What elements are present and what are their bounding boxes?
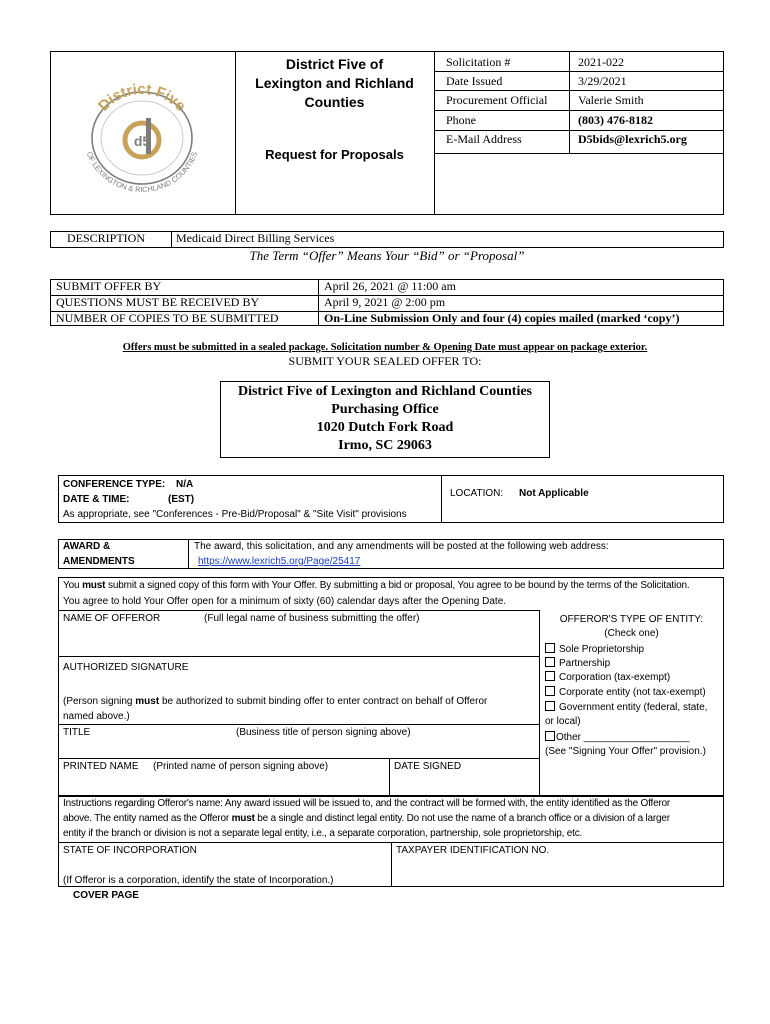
submit-to-heading: SUBMIT YOUR SEALED OFFER TO: <box>288 354 482 368</box>
printed-date-divider <box>389 758 390 796</box>
info-row-line <box>434 110 724 111</box>
info-label-solicitation: Solicitation # <box>446 55 511 69</box>
submit-offer-by-value: April 26, 2021 @ 11:00 am <box>324 279 456 293</box>
info-value-phone: (803) 476-8182 <box>578 113 653 127</box>
entity-option-sole-proprietorship[interactable] <box>545 643 644 656</box>
taxpayer-id-field[interactable] <box>396 859 718 883</box>
authorized-signature-field[interactable] <box>63 676 533 692</box>
info-label-email: E-Mail Address <box>446 132 522 146</box>
org-title-line1: District Five of <box>285 56 384 72</box>
offer-line-printed <box>58 758 539 759</box>
info-row-line <box>434 90 724 91</box>
info-value-solicitation: 2021-022 <box>578 55 624 69</box>
offer-line-sig <box>58 656 539 657</box>
info-label-procurement-official: Procurement Official <box>446 93 548 107</box>
info-value-procurement-official: Valerie Smith <box>578 93 644 107</box>
entity-option-corporation-tax-exempt[interactable] <box>545 671 670 684</box>
offeror-name-note: (Full legal name of business submitting the offer) <box>204 613 420 624</box>
info-value-date-issued: 3/29/2021 <box>578 74 627 88</box>
checkbox-icon[interactable] <box>545 701 555 711</box>
description-box <box>50 231 724 248</box>
offer-intro-line2: You agree to hold Your Offer open for a minimum of sixty (60) calendar days after the Opening Date. <box>63 596 507 607</box>
address-line3: 1020 Dutch Fork Road <box>316 420 454 435</box>
date-signed-label: DATE SIGNED <box>394 761 462 772</box>
conference-type-value: N/A <box>176 479 194 490</box>
entity-option-government[interactable] <box>545 701 707 714</box>
title-note: (Business title of person signing above) <box>236 727 411 738</box>
auth-note-pre: (Person signing <box>63 696 136 707</box>
logo-top-text: District Five <box>95 80 190 115</box>
award-text: The award, this solicitation, and any amendments will be posted at the following web address: <box>194 541 609 552</box>
entity-option-label: Corporation (tax-exempt) <box>559 672 671 683</box>
offer-intro-must: must <box>82 580 106 591</box>
submit-offer-by-label: SUBMIT OFFER BY <box>56 279 162 293</box>
header-divider-2 <box>434 51 435 215</box>
printed-name-label: PRINTED NAME <box>63 761 139 772</box>
authorized-signature-note <box>63 696 487 708</box>
offer-intro-post: submit a signed copy of this form with Your Offer. By submitting a bid or proposal, You agree to be bound by the terms of the Solicitation. <box>105 580 690 591</box>
state-of-incorporation-note: (If Offeror is a corporation, identify the state of Incorporation.) <box>63 875 334 886</box>
instructions-line2-must: must <box>231 813 255 824</box>
entity-title: OFFEROR'S TYPE OF ENTITY: <box>559 614 704 625</box>
instructions-line2-post: be a single and distinct legal entity. Do not use the name of a branch office or a division of a larger <box>254 813 670 824</box>
location-label: LOCATION: <box>450 488 504 499</box>
entity-subtitle: (Check one) <box>604 628 659 639</box>
cover-page-label: COVER PAGE <box>73 890 139 901</box>
conference-divider <box>441 475 442 523</box>
award-link[interactable]: https://www.lexrich5.org/Page/25417 <box>198 556 361 567</box>
authorized-signature-note-line2: named above.) <box>63 711 130 722</box>
checkbox-icon[interactable] <box>545 686 555 696</box>
conference-datetime-value: (EST) <box>168 494 195 505</box>
checkbox-icon[interactable] <box>545 657 555 667</box>
questions-deadline-label: QUESTIONS MUST BE RECEIVED BY <box>56 295 260 309</box>
instructions-line2 <box>63 813 670 825</box>
entity-option-label: Other ___________________ <box>556 732 690 743</box>
entity-option-government-cont: or local) <box>545 716 581 727</box>
org-title-line3: Counties <box>304 94 365 110</box>
instructions-line2-pre: above. The entity named as the Offeror <box>63 813 232 824</box>
conference-type-label: CONFERENCE TYPE: <box>63 479 166 490</box>
info-row-line <box>434 130 724 131</box>
offer-line-title <box>58 724 539 725</box>
rfp-title: Request for Proposals <box>265 147 404 162</box>
authorized-signature-label: AUTHORIZED SIGNATURE <box>63 662 189 673</box>
checkbox-icon[interactable] <box>545 731 555 741</box>
instructions-line1: Instructions regarding Offeror's name: Any award issued will be issued to, and the contract will be formed with, the entity identified as the Offeror <box>63 798 671 809</box>
org-title-line2: Lexington and Richland <box>255 75 414 91</box>
award-label-line1: AWARD & <box>63 541 111 552</box>
title-field[interactable] <box>63 741 533 756</box>
checkbox-icon[interactable] <box>545 671 555 681</box>
info-label-phone: Phone <box>446 113 476 127</box>
entity-option-corporate-not-exempt[interactable] <box>545 686 706 699</box>
conference-datetime-label: DATE & TIME: <box>63 494 130 505</box>
questions-deadline-value: April 9, 2021 @ 2:00 pm <box>324 295 446 309</box>
address-line4: Irmo, SC 29063 <box>338 438 432 453</box>
state-of-incorporation-label: STATE OF INCORPORATION <box>63 845 197 856</box>
logo-bottom-text: OF LEXINGTON & RICHLAND COUNTIES <box>84 150 200 195</box>
conference-note: As appropriate, see "Conferences - Pre-Bid/Proposal" & "Site Visit" provisions <box>63 509 407 520</box>
info-row-line <box>434 71 724 72</box>
entity-option-label: Government entity (federal, state, <box>559 702 708 713</box>
copies-value: On-Line Submission Only and four (4) copies mailed (marked ‘copy’) <box>324 311 680 325</box>
description-label: DESCRIPTION <box>67 231 146 245</box>
submit-table-divider <box>318 279 319 326</box>
state-tax-divider <box>391 842 392 887</box>
checkbox-icon[interactable] <box>545 643 555 653</box>
info-value-email[interactable]: D5bids@lexrich5.org <box>578 132 687 146</box>
auth-note-must: must <box>135 696 160 707</box>
auth-note-post: be authorized to submit binding offer to enter contract on behalf of Offeror <box>159 696 488 707</box>
offer-intro-pre: You <box>63 580 83 591</box>
offeror-name-field[interactable] <box>63 628 533 654</box>
entity-option-partnership[interactable] <box>545 657 610 670</box>
entity-note: (See "Signing Your Offer" provision.) <box>545 746 706 757</box>
header-divider-3 <box>569 51 570 153</box>
title-label: TITLE <box>63 727 91 738</box>
offeror-name-label: NAME OF OFFEROR <box>63 613 161 624</box>
entity-option-label: Sole Proprietorship <box>559 644 645 655</box>
copies-label: NUMBER OF COPIES TO BE SUBMITTED <box>56 311 279 325</box>
info-row-line <box>434 153 724 154</box>
location-value: Not Applicable <box>519 488 589 499</box>
term-note: The Term “Offer” Means Your “Bid” or “Proposal” <box>249 248 525 263</box>
district-five-logo <box>72 78 212 196</box>
description-divider <box>171 231 172 248</box>
offer-intro-line1 <box>63 580 690 592</box>
entity-option-label: Corporate entity (not tax-exempt) <box>559 687 706 698</box>
address-line2: Purchasing Office <box>331 402 439 417</box>
address-line1: District Five of Lexington and Richland Counties <box>237 384 532 399</box>
taxpayer-id-label: TAXPAYER IDENTIFICATION NO. <box>396 845 550 856</box>
award-label-line2: AMENDMENTS <box>63 556 135 567</box>
logo-mark: d5 <box>133 133 151 149</box>
entity-option-other[interactable] <box>545 731 689 744</box>
info-label-date-issued: Date Issued <box>446 74 503 88</box>
award-divider <box>188 539 189 569</box>
printed-name-note: (Printed name of person signing above) <box>153 761 329 772</box>
offer-line-top <box>58 610 539 611</box>
entity-option-label: Partnership <box>559 658 611 669</box>
sealed-notice: Offers must be submitted in a sealed package. Solicitation number & Opening Date must appear on package exterior. <box>122 342 648 353</box>
instructions-line3: entity if the branch or division is not a separate legal entity, i.e., a separate corporation, partnership, sole proprietorship, etc. <box>63 828 583 839</box>
description-value: Medicaid Direct Billing Services <box>176 231 335 245</box>
